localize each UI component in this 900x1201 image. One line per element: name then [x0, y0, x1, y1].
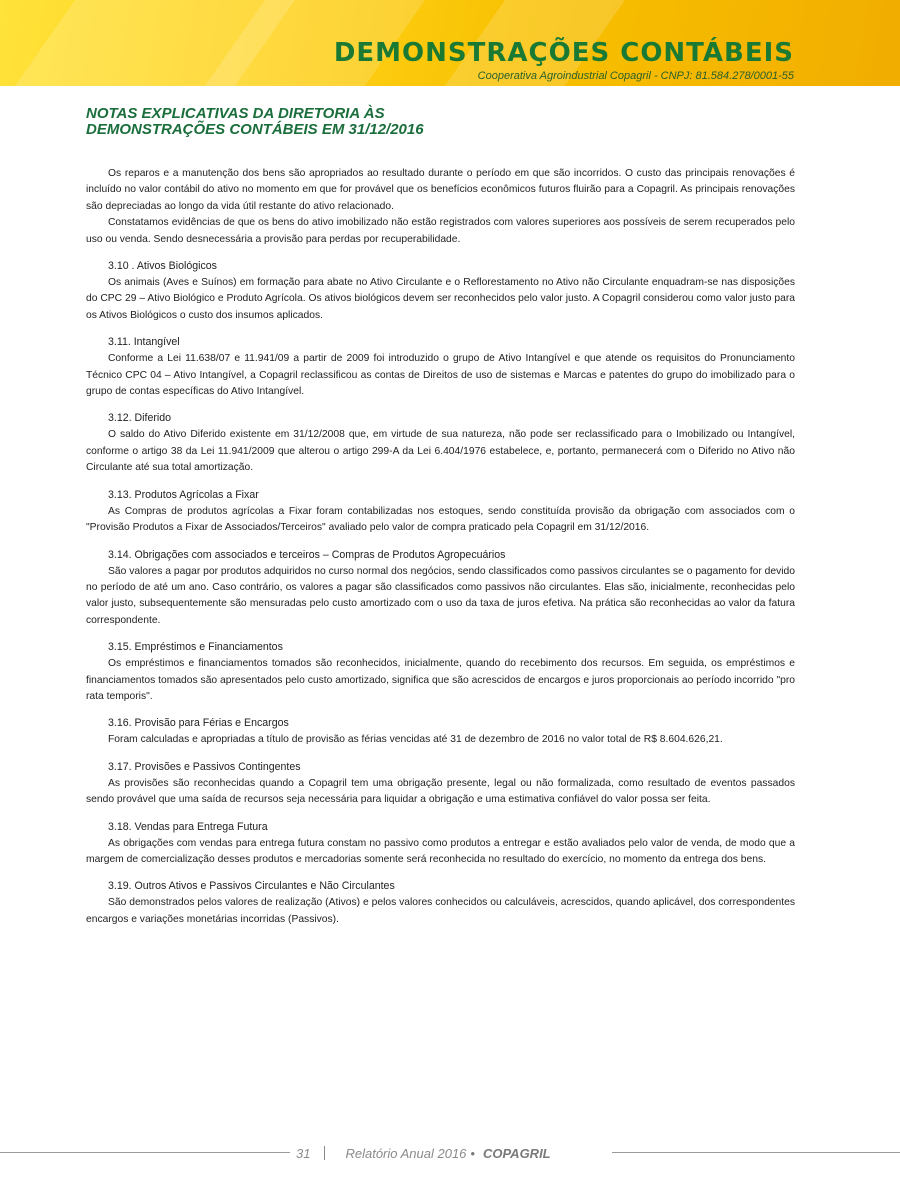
section-text: Foram calculadas e apropriadas a título de provisão as férias vencidas até 31 de dezembro de 2016 no valor total de R$ 8.604.626,21. — [108, 734, 723, 746]
intro-paragraph: Os reparos e a manutenção dos bens são apropriados ao resultado durante o período em que são incorridos. O custo das principais renovações é incluído no valor contábil do ativo no momento em que for provável que os benefícios econômicos futuros fluirão para a Copagril. As principais renovações são depreciadas ao longo da vida útil restante do ativo relacionado. — [86, 168, 795, 212]
section-obrigacoes — [86, 547, 795, 630]
section-vendas-entrega-futura — [86, 819, 795, 869]
section-text: As obrigações com vendas para entrega futura constam no passivo como produtos a entregar e estão avaliados pelo valor de venda, de modo que a margem de comercialização desses produtos e mercadorias somente será reconhecida no resultado do exercício, no momento da entrega dos bens. — [86, 837, 795, 865]
company-subtitle: Cooperativa Agroindustrial Copagril - CNPJ: 81.584.278/0001-55 — [477, 70, 794, 82]
section-title: 3.17. Provisões e Passivos Contingentes — [108, 760, 301, 773]
report-name: Relatório Anual 2016 — [345, 1145, 467, 1161]
footer-rule-right — [612, 1152, 900, 1153]
section-text: Os empréstimos e financiamentos tomados são reconhecidos, inicialmente, quando do recebimento dos recursos. Em seguida, os empréstimos e financiamentos tomados são apresentados pelo custo amortizado, significa que são acrescidos de encargos e juros proporcionais ao período incorrido "pro rata temporis". — [86, 658, 795, 702]
section-outros-ativos-passivos — [86, 878, 795, 928]
section-intangivel — [86, 334, 795, 400]
footer-divider — [324, 1146, 325, 1160]
section-title: 3.14. Obrigações com associados e terceiros – Compras de Produtos Agropecuários — [108, 548, 506, 561]
section-text: São demonstrados pelos valores de realização (Ativos) e pelos valores conhecidos ou calculáveis, acrescidos, quando aplicável, dos correspondentes encargos e variações monetárias incorridas (Passivos). — [86, 897, 795, 925]
page-heading-line: NOTAS EXPLICATIVAS DA DIRETORIA ÀS — [86, 105, 385, 122]
section-produtos-agricolas — [86, 487, 795, 537]
section-text: Conforme a Lei 11.638/07 e 11.941/09 a partir de 2009 foi introduzido o grupo de Ativo Intangível e que atende os requisitos do Pronunciamento Técnico CPC 04 – Ativo Intangível, a Copagril reclassificou as contas de Direitos de uso de sistemas e Marcas e patentes do grupo do imobilizado para o grupo de contas específicas do Ativo Intangível. — [86, 353, 795, 398]
document-title: DEMONSTRAÇÕES CONTÁBEIS — [333, 38, 794, 68]
section-title: 3.10 . Ativos Biológicos — [108, 260, 217, 273]
section-text: O saldo do Ativo Diferido existente em 31/12/2008 que, em virtude de sua natureza, não pode ser reclassificado para o Imobilizado ou Intangível, conforme o artigo 38 da Lei 11.941/2009 que alterou o artigo 299-A da Lei 6.404/1976 estabelece, e, portanto, permanecerá com o Diferido no Ativo não Circulante até sua total amortização. — [86, 429, 795, 474]
section-title: 3.19. Outros Ativos e Passivos Circulantes e Não Circulantes — [108, 880, 395, 893]
section-text: Os animais (Aves e Suínos) em formação para abate no Ativo Circulante e o Reflorestamento no Ativo não Circulante enquadram-se nas disposições do CPC 29 – Ativo Biológico e Produto Agrícola. Os ativos biológicos devem ser reconhecidos pelo valor justo. A Copagril considerou como valor justo para os Ativos Biológicos o custo dos insumos aplicados. — [86, 277, 795, 321]
section-provisoes-contingentes — [86, 759, 795, 809]
brand-name: COPAGRIL — [482, 1145, 551, 1161]
page-heading — [86, 106, 606, 138]
section-emprestimos — [86, 639, 795, 705]
section-diferido — [86, 410, 795, 476]
intro-paragraph: Constatamos evidências de que os bens do ativo imobilizado não estão registrados com valores superiores aos possíveis de serem recuperados pelo uso ou venda. Sendo desnecessária a provisão para perdas por recuperabilidade. — [86, 217, 795, 245]
page-footer — [296, 1143, 551, 1163]
section-title: 3.16. Provisão para Férias e Encargos — [108, 717, 289, 730]
section-title: 3.13. Produtos Agrícolas a Fixar — [108, 488, 259, 501]
section-ativos-biologicos — [86, 258, 795, 324]
header-band — [0, 0, 900, 86]
notes-content — [86, 166, 795, 928]
page-heading-line: DEMONSTRAÇÕES CONTÁBEIS EM 31/12/2016 — [86, 121, 424, 138]
page-number: 31 — [296, 1145, 311, 1161]
section-text: As provisões são reconhecidas quando a Copagril tem uma obrigação presente, legal ou não formalizada, como resultado de eventos passados sendo provável que uma saída de recursos seja necessária para liquidar a obrigação e uma estimativa confiável do valor possa ser feita. — [86, 777, 795, 806]
footer-rule-left — [0, 1152, 290, 1153]
section-provisao-ferias — [86, 715, 795, 748]
section-title: 3.11. Intangível — [108, 336, 180, 349]
footer-bullet: • — [470, 1145, 475, 1161]
section-title: 3.12. Diferido — [108, 412, 172, 425]
section-title: 3.15. Empréstimos e Financiamentos — [108, 641, 283, 654]
section-title: 3.18. Vendas para Entrega Futura — [108, 820, 268, 833]
section-text: As Compras de produtos agrícolas a Fixar foram contabilizadas nos estoques, sendo constituída provisão da obrigação com associados com o "Provisão Produtos a Fixar de Associados/Terceiros" avaliado pelo valor de compra praticado pela Copagril em 31/12/2016. — [86, 505, 795, 534]
section-text: São valores a pagar por produtos adquiridos no curso normal dos negócios, sendo classificados como passivos circulantes se o pagamento for devido no período de até um ano. Caso contrário, os valores a pagar são classificados como passivos não circulantes. Elas são, inicialmente, reconhecidas pelo valor justo, subsequentemente são mensuradas pelo custo amortizado com o uso da taxa de juros efetiva. Na prática são reconhecidas ao valor da fatura correspondente. — [86, 565, 795, 626]
